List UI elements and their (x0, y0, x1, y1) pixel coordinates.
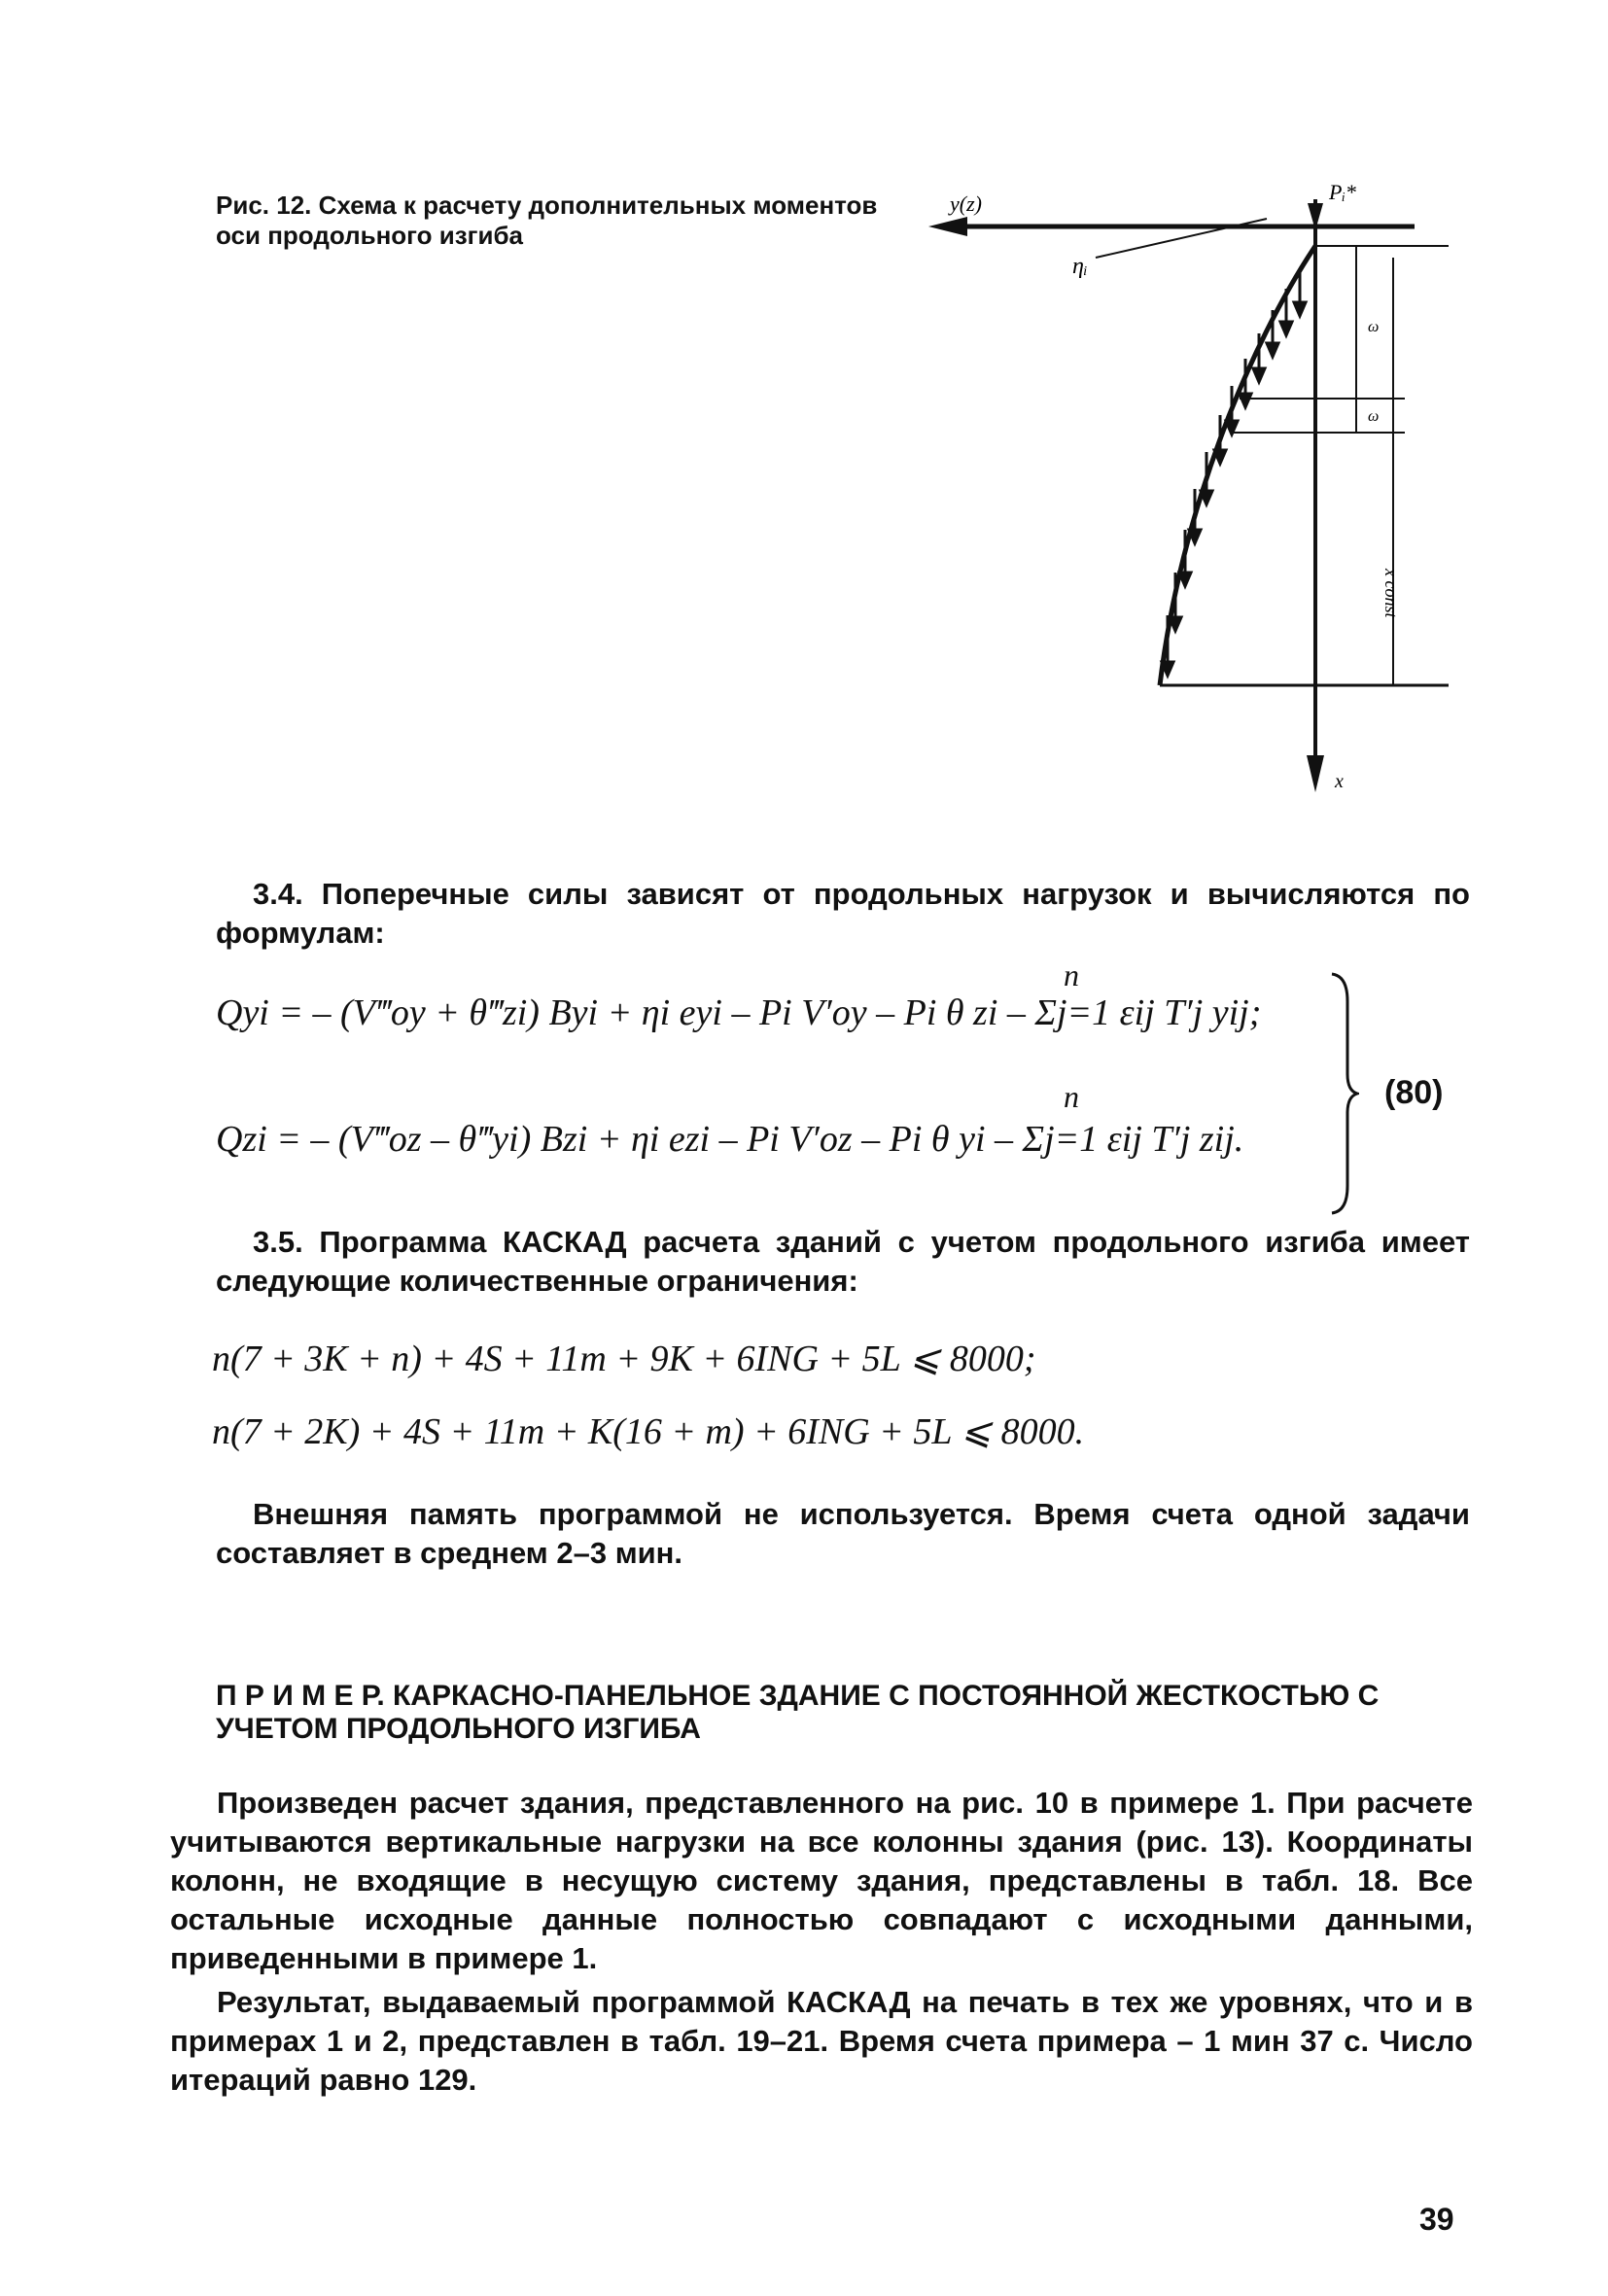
memory-paragraph: Внешняя память программой не используется. Время счета одной задачи составляет в среднем 2–3 мин. (216, 1497, 1470, 1570)
equation-number: (80) (1384, 1074, 1444, 1111)
formula-brace (1330, 972, 1359, 1215)
y-axis-label: y(z) (950, 191, 982, 216)
sum-upper-limit-2: n (1064, 1079, 1079, 1114)
eta-label: ηᵢ (1072, 254, 1088, 279)
delta-lower-label: ω (1368, 408, 1380, 425)
x-axis-label: x (1335, 771, 1344, 792)
y-axis-arrowhead (928, 217, 967, 236)
example-paragraph-2: Результат, выдаваемый программой КАСКАД на печать в тех же уровнях, что и в примерах 1 и 2, представлен в табл. 19–21. Время счета примера – 1 мин 37 с. Число итераций равно 129. (170, 1985, 1473, 2097)
section-3-5-text: 3.5. Программа КАСКАД расчета зданий с учетом продольного изгиба имеет следующие количественные ограничения: (216, 1225, 1470, 1298)
formula-80-line-1: Qyi = – (V‴oy + θ‴zi) Byi + ηi eyi – Pi V′oy – Pi θ zi – Σj=1 εij T′j yij; (216, 992, 1262, 1033)
formula-80-line-2: Qzi = – (V‴oz – θ‴yi) Bzi + ηi ezi – Pi V′oz – Pi θ yi – Σj=1 εij T′j zij. (216, 1119, 1244, 1160)
load-label: Pᵢ* (1329, 180, 1356, 204)
x-axis-arrowhead (1307, 755, 1324, 792)
example-heading: П Р И М Е Р. КАРКАСНО-ПАНЕЛЬНОЕ ЗДАНИЕ С ПОСТОЯННОЙ ЖЕСТКОСТЬЮ С УЧЕТОМ ПРОДОЛЬНОГО ИЗГИБА (216, 1680, 1380, 1745)
figure-caption: Рис. 12. Схема к расчету дополнительных моментов оси продольного изгиба (216, 191, 878, 250)
inequality-1: n(7 + 3K + n) + 4S + 11m + 9K + 6ING + 5L ⩽ 8000; (212, 1339, 1036, 1379)
page-number: 39 (1419, 2202, 1454, 2237)
load-arrows (1162, 269, 1306, 676)
length-label: x const (1381, 569, 1401, 618)
delta-upper-label: ω (1368, 319, 1380, 335)
example-paragraph-1: Произведен расчет здания, представленного на рис. 10 в примере 1. При расчете учитываются вертикальные нагрузки на все колонны здания (рис. 13). Координаты колонн, не входящие в несущую систему здания, представлены в табл. 18. Все остальные исходные данные полностью совпадают с исходными данными, приведенными в примере 1. (170, 1786, 1473, 1975)
figure-12-diagram (928, 160, 1458, 812)
section-3-4-text: 3.4. Поперечные силы зависят от продольных нагрузок и вычисляются по формулам: (216, 877, 1470, 950)
sum-upper-limit-1: n (1064, 957, 1079, 992)
inequality-2: n(7 + 2K) + 4S + 11m + K(16 + m) + 6ING + 5L ⩽ 8000. (212, 1411, 1085, 1452)
bent-axis-curve (1160, 246, 1315, 685)
